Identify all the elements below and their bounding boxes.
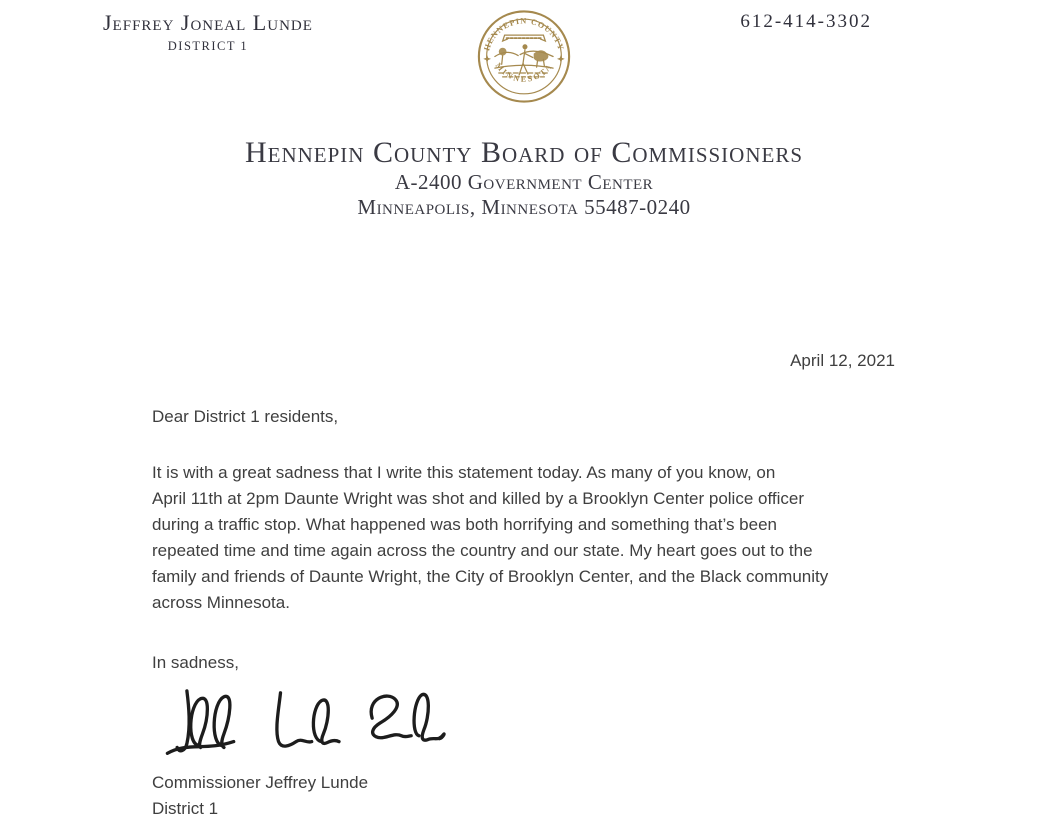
paragraph-line: It is with a great sadness that I write this statement today. As many of you know, on bbox=[152, 463, 776, 482]
paragraph-line: family and friends of Daunte Wright, the City of Brooklyn Center, and the Black community bbox=[152, 567, 829, 586]
paragraph-line: during a traffic stop. What happened was both horrifying and something that’s been bbox=[152, 515, 777, 534]
paragraph-line: repeated time and time again across the country and our state. My heart goes out to the bbox=[152, 541, 813, 560]
commissioner-name-block bbox=[103, 10, 313, 54]
signer-district: District 1 bbox=[152, 799, 219, 818]
org-heading-block bbox=[0, 136, 1048, 220]
seal-star-left bbox=[483, 55, 491, 63]
org-name: Hennepin County Board of Commissioners bbox=[244, 136, 804, 169]
hennepin-county-seal-icon bbox=[476, 8, 573, 105]
seal-bottom-text: MINNESOTA bbox=[493, 61, 555, 84]
paragraph-line: across Minnesota. bbox=[152, 593, 290, 612]
paragraph-line: April 11th at 2pm Daunte Wright was shot and killed by a Brooklyn Center police officer bbox=[152, 489, 805, 508]
commissioner-district-label: DISTRICT 1 bbox=[167, 39, 249, 53]
salutation: Dear District 1 residents, bbox=[152, 407, 339, 426]
seal-star-right bbox=[557, 55, 565, 63]
org-address-line1: A-2400 Government Center bbox=[394, 170, 654, 194]
phone-number: 612-414-3302 bbox=[740, 11, 872, 32]
handwritten-signature bbox=[150, 687, 450, 765]
commissioner-name: Jeffrey Joneal Lunde bbox=[103, 10, 313, 35]
letter-paragraph bbox=[152, 460, 912, 616]
signer-name: Commissioner Jeffrey Lunde bbox=[152, 773, 369, 792]
org-address-line2: Minneapolis, Minnesota 55487-0240 bbox=[357, 195, 691, 219]
closing: In sadness, bbox=[152, 653, 239, 672]
seal-top-text: HENNEPIN COUNTY bbox=[482, 16, 566, 52]
letter-date: April 12, 2021 bbox=[790, 351, 895, 370]
